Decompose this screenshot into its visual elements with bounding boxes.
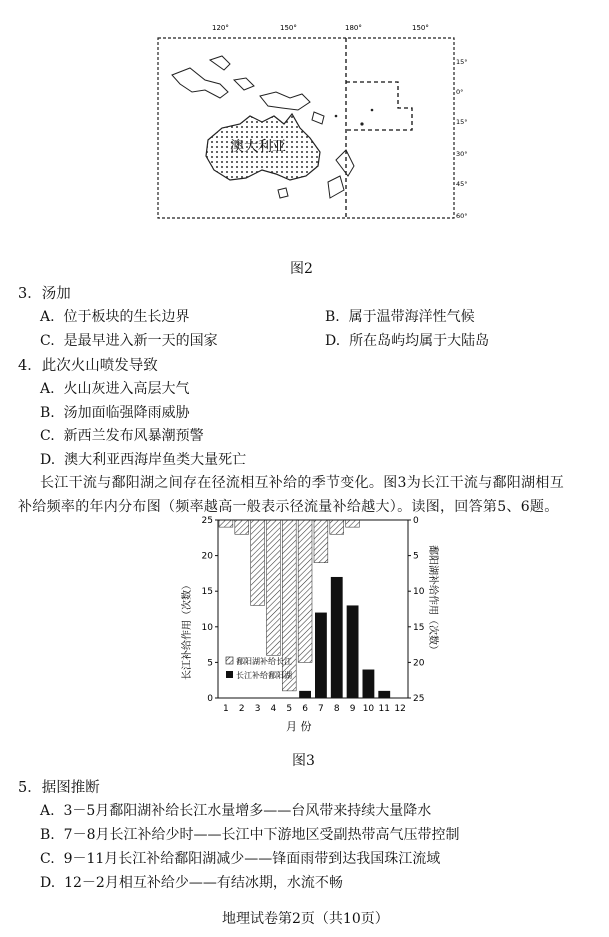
option-letter: A.	[40, 309, 55, 325]
bar-river-to-lake	[347, 605, 359, 698]
right-tick-label: 5	[413, 551, 419, 562]
month-tick-label: 8	[333, 704, 340, 714]
bar-lake-to-river	[314, 520, 328, 563]
bar-lake-to-river	[298, 520, 312, 662]
option-text: 9－11月长江补给鄱阳湖减少——锋面雨带到达我国珠江流域	[63, 851, 441, 867]
left-axis-label: 长江补给作用（次数）	[182, 580, 193, 680]
q5-option-d[interactable]	[40, 872, 343, 892]
q4-option-d[interactable]	[40, 449, 246, 469]
x-axis-label: 月 份	[286, 720, 312, 733]
option-text: 所在岛屿均属于大陆岛	[349, 333, 490, 349]
bar-river-to-lake	[363, 670, 375, 698]
right-tick-label: 0	[413, 516, 419, 526]
month-tick-label: 2	[238, 704, 245, 714]
map-top-tick: 180°	[345, 24, 362, 32]
option-letter: C.	[40, 851, 55, 867]
right-tick-label: 20	[413, 658, 425, 669]
map-right-tick: 45°	[456, 180, 468, 188]
left-tick-label: 5	[207, 658, 213, 669]
right-tick-label: 15	[413, 622, 425, 633]
option-letter: D.	[40, 875, 56, 891]
month-tick-label: 3	[254, 704, 261, 714]
bar-river-to-lake	[378, 691, 390, 698]
bar-lake-to-river	[251, 520, 265, 605]
option-text: 12－2月相互补给少——有结冰期，水流不畅	[64, 875, 343, 891]
option-letter: C.	[40, 333, 55, 349]
left-tick-label: 10	[201, 622, 213, 633]
month-tick-label: 7	[318, 704, 324, 714]
q3-option-a[interactable]	[40, 306, 189, 326]
legend-lake-label: 鄱阳湖补给长江	[236, 657, 292, 666]
new-zealand-shape	[328, 150, 354, 198]
map-top-tick: 120°	[212, 24, 229, 32]
southeast-asia-islands	[172, 56, 324, 124]
figure-3-caption: 图3	[292, 753, 315, 769]
figure-3-chart	[168, 515, 458, 735]
map-right-tick: 15°	[456, 118, 468, 126]
bar-lake-to-river	[235, 520, 249, 534]
option-letter: C.	[40, 428, 55, 444]
q3-option-d[interactable]	[325, 330, 489, 350]
month-tick-label: 6	[302, 704, 308, 714]
option-text: 火山灰进入高层大气	[63, 381, 190, 397]
tonga-marker	[360, 122, 363, 125]
left-tick-label: 0	[207, 694, 213, 704]
question-3-stem: 3．汤加	[18, 286, 71, 302]
option-letter: A.	[40, 381, 55, 397]
figure-2-caption: 图2	[290, 261, 313, 277]
option-text: 位于板块的生长边界	[63, 309, 190, 325]
q4-option-b[interactable]	[40, 402, 190, 422]
q5-option-a[interactable]	[40, 800, 431, 820]
bar-lake-to-river	[219, 520, 233, 527]
option-text: 是最早进入新一天的国家	[63, 333, 218, 349]
right-tick-label: 25	[413, 694, 425, 704]
bar-river-to-lake	[299, 691, 311, 698]
map-right-tick: 15°	[456, 58, 468, 66]
bar-river-to-lake	[315, 613, 327, 698]
option-text: 7－8月长江补给少时——长江中下游地区受副热带高气压带控制	[63, 827, 460, 843]
bar-lake-to-river	[267, 520, 281, 655]
option-letter: B.	[325, 309, 340, 325]
intro-line-2: 补给频率的年内分布图（频率越高一般表示径流量补给越大）。读图，回答第5、6题。	[18, 499, 559, 515]
option-text: 澳大利亚西海岸鱼类大量死亡	[64, 452, 247, 468]
option-text: 汤加面临强降雨威胁	[63, 405, 190, 421]
map-top-tick: 150°	[412, 24, 429, 32]
option-text: 新西兰发布风暴潮预警	[63, 428, 204, 444]
legend-lake-swatch	[226, 657, 233, 664]
q4-option-c[interactable]	[40, 425, 204, 445]
q3-option-b[interactable]	[325, 306, 475, 326]
month-tick-label: 5	[286, 704, 293, 714]
option-letter: B.	[40, 405, 55, 421]
option-letter: D.	[40, 452, 56, 468]
right-axis-label: 鄱阳湖补给作用（次数）	[427, 545, 438, 655]
option-letter: D.	[325, 333, 341, 349]
map-region-label: 澳大利亚	[230, 139, 286, 155]
figure-2-map	[150, 20, 470, 230]
month-tick-label: 9	[349, 704, 356, 714]
intro-line-1: 长江干流与鄱阳湖之间存在径流相互补给的季节变化。图3为长江干流与鄱阳湖相互	[40, 475, 565, 491]
bar-river-to-lake	[331, 577, 343, 698]
left-tick-label: 20	[201, 551, 213, 562]
q5-option-b[interactable]	[40, 824, 459, 844]
legend-river-label: 长江补给鄱阳湖	[236, 671, 292, 680]
option-letter: B.	[40, 827, 55, 843]
q4-option-a[interactable]	[40, 378, 189, 398]
right-tick-label: 10	[413, 587, 425, 598]
option-letter: A.	[40, 803, 55, 819]
bar-lake-to-river	[330, 520, 344, 534]
bar-lake-to-river	[346, 520, 360, 527]
map-right-tick: 0°	[456, 88, 464, 96]
left-tick-label: 25	[201, 516, 213, 526]
month-tick-label: 1	[223, 704, 229, 714]
month-tick-label: 10	[362, 704, 375, 714]
q5-option-c[interactable]	[40, 848, 440, 868]
option-text: 3－5月鄱阳湖补给长江水量增多——台风带来持续大量降水	[63, 803, 432, 819]
option-text: 属于温带海洋性气候	[348, 309, 475, 325]
question-5-stem: 5．据图推断	[18, 780, 100, 796]
q3-option-c[interactable]	[40, 330, 218, 350]
page-footer: 地理试卷第2页（共10页）	[222, 911, 389, 927]
month-tick-label: 12	[394, 704, 406, 714]
left-tick-label: 15	[201, 587, 213, 598]
legend-river-swatch	[226, 671, 233, 678]
map-right-tick: 60°	[456, 212, 468, 220]
map-top-tick: 150°	[280, 24, 297, 32]
month-tick-label: 11	[378, 704, 390, 714]
map-right-tick: 30°	[456, 150, 468, 158]
month-tick-label: 4	[270, 704, 277, 714]
tasmania-shape	[278, 188, 288, 198]
question-4-stem: 4．此次火山喷发导致	[18, 358, 158, 374]
